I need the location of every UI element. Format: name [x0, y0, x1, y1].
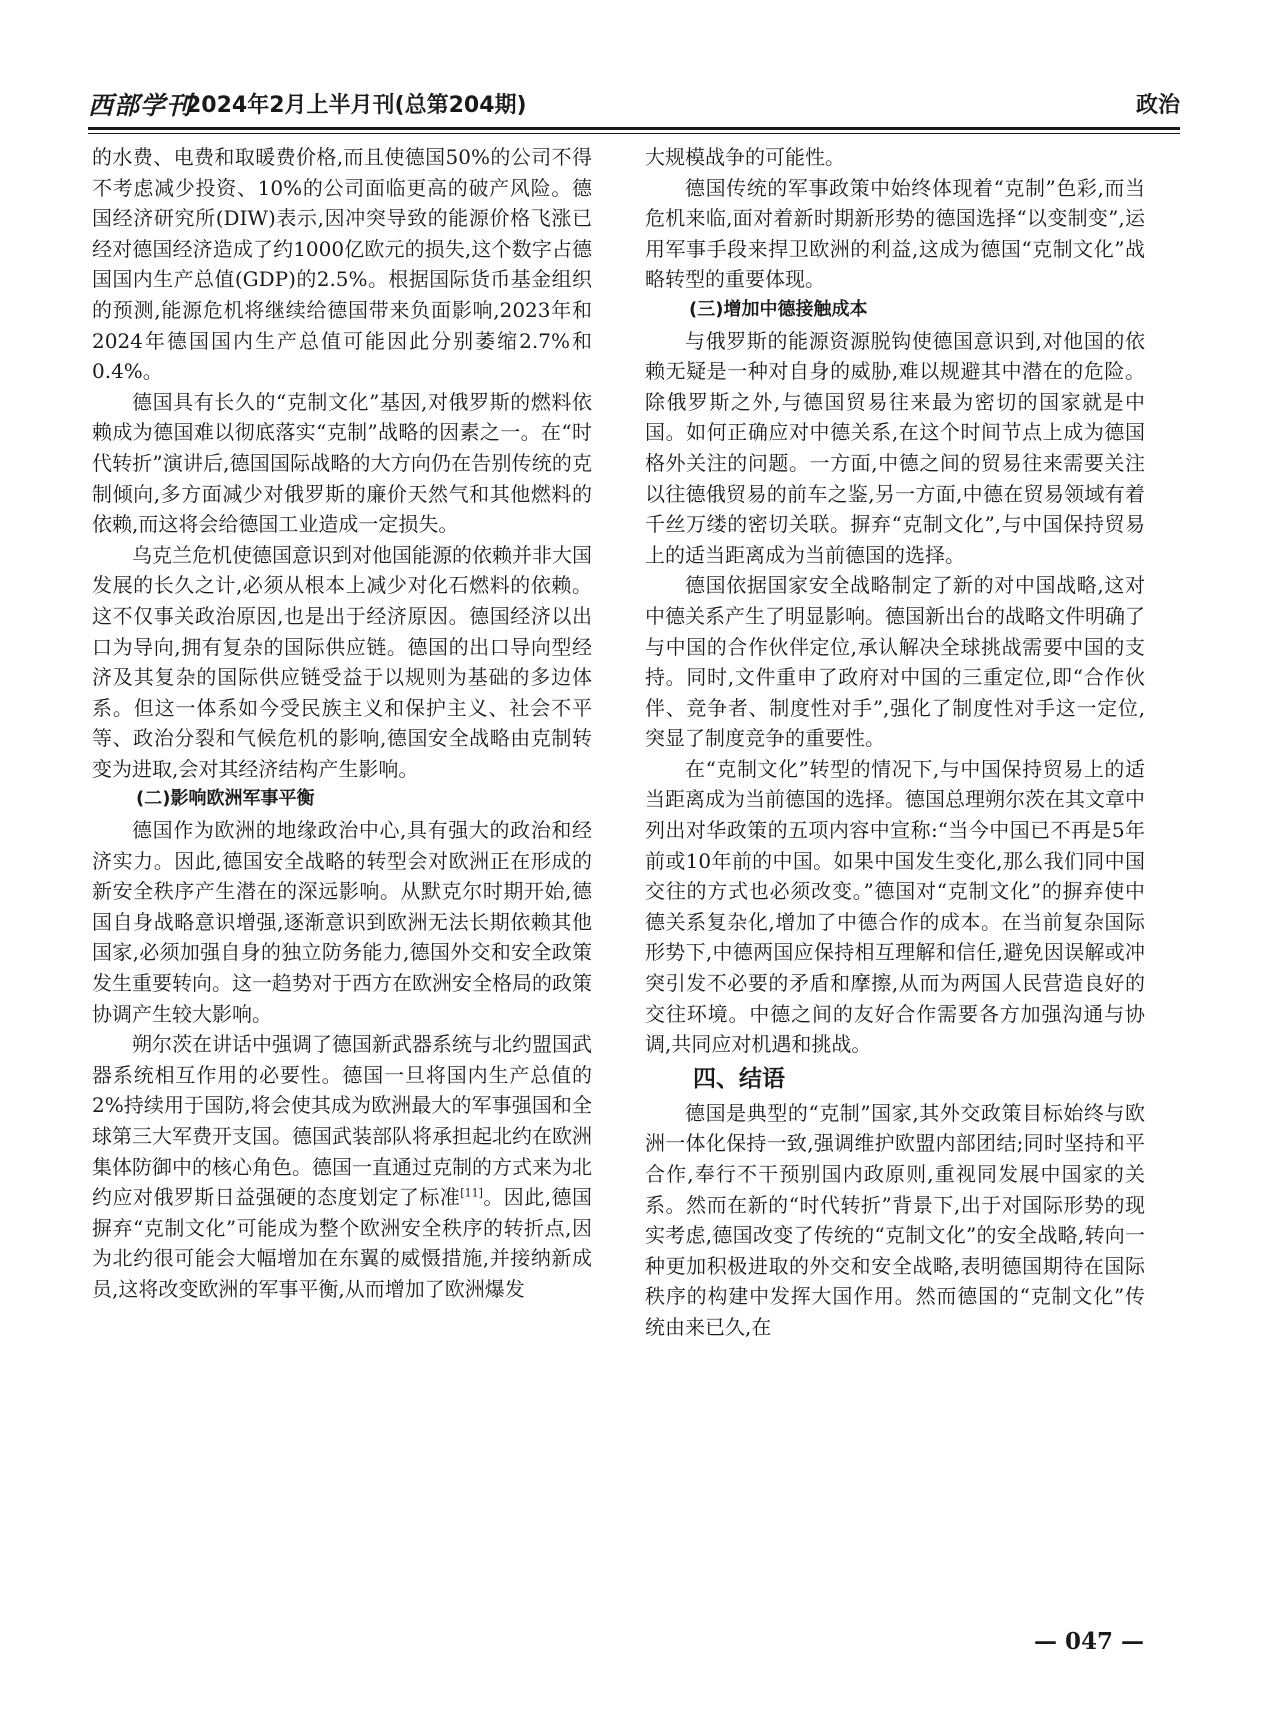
- subsection-heading: (三)增加中德接触成本: [689, 298, 868, 320]
- right-column: [645, 142, 1145, 1343]
- subsection-heading: (二)影响欧洲军事平衡: [136, 788, 315, 810]
- paragraph: 德国具有长久的“克制文化”基因,对俄罗斯的燃料依赖成为德国难以彻底落实“克制”战略的因素之一。在“时代转折”演讲后,德国国际战略的大方向仍在告别传统的克制倾向,多方面减少对俄罗斯的廉价天然气和其他燃料的依赖,而这将会给德国工业造成一定损失。: [92, 389, 592, 537]
- paragraph: 大规模战争的可能性。: [645, 145, 845, 169]
- page-header: [88, 84, 1180, 124]
- left-column: [92, 142, 592, 1305]
- section-label: 政治: [1135, 93, 1180, 118]
- paragraph: 德国是典型的“克制”国家,其外交政策目标始终与欧洲一体化保持一致,强调维护欧盟内部团结;同时坚持和平合作,奉行不干预别国内政原则,重视同发展中国家的关系。然而在新的“时代转折”背景下,出于对国际形势的现实考虑,德国改变了传统的“克制文化”的安全战略,转向一种更加积极进取的外交和安全战略,表明德国期待在国际秩序的构建中发挥大国作用。然而德国的“克制文化”传统由来已久,在: [645, 1100, 1145, 1339]
- journal-logo: 西部学刊: [88, 91, 193, 120]
- paragraph: [92, 1029, 592, 1304]
- paragraph: 乌克兰危机使德国意识到对他国能源的依赖并非大国发展的长久之计,必须从根本上减少对化石燃料的依赖。这不仅事关政治原因,也是出于经济原因。德国经济以出口为导向,拥有复杂的国际供应链。德国的出口导向型经济及其复杂的国际供应链受益于以规则为基础的多边体系。但这一体系如今受民族主义和保护主义、社会不平等、政治分裂和气候危机的影响,德国安全战略由克制转变为进取,会对其经济结构产生影响。: [92, 542, 592, 781]
- paragraph-text: 。因此,德国摒弃“克制文化”可能成为整个欧洲安全秩序的转折点,因为北约很可能会大幅增加在东翼的威慑措施,并接纳新成员,这将改变欧洲的军事平衡,从而增加了欧洲爆发: [92, 1185, 593, 1301]
- section-heading: 四、结语: [693, 1065, 785, 1092]
- header-rule-thick: [88, 127, 1180, 130]
- paragraph-text: 朔尔茨在讲话中强调了德国新武器系统与北约盟国武器系统相互作用的必要性。德国一旦将国内生产总值的2%持续用于国防,将会使其成为欧洲最大的军事强国和全球第三大军费开支国。德国武装部队将承担起北约在欧洲集体防御中的核心角色。德国一直通过克制的方式来为北约应对俄罗斯日益强硬的态度划定了标准: [92, 1032, 592, 1210]
- paragraph: 德国传统的军事政策中始终体现着“克制”色彩,而当危机来临,面对着新时期新形势的德国选择“以变制变”,运用军事手段来捍卫欧洲的利益,这成为德国“克制文化”战略转型的重要体现。: [645, 175, 1145, 292]
- issue-info: 2024年2月上半月刊(总第204期): [186, 93, 527, 118]
- paragraph: 在“克制文化”转型的情况下,与中国保持贸易上的适当距离成为当前德国的选择。德国总理朔尔茨在其文章中列出对华政策的五项内容中宣称:“当今中国已不再是5年前或10年前的中国。如果中国发生变化,那么我们同中国交往的方式也必须改变。”德国对“克制文化”的摒弃使中德关系复杂化,增加了中德合作的成本。在当前复杂国际形势下,中德两国应保持相互理解和信任,避免因误解或冲突引发不必要的矛盾和摩擦,从而为两国人民营造良好的交往环境。中德之间的友好合作需要各方加强沟通与协调,共同应对机遇和挑战。: [645, 756, 1145, 1057]
- paragraph: 德国依据国家安全战略制定了新的对中国战略,这对中德关系产生了明显影响。德国新出台的战略文件明确了与中国的合作伙伴定位,承认解决全球挑战需要中国的支持。同时,文件重申了政府对中国的三重定位,即“合作伙伴、竞争者、制度性对手”,强化了制度性对手这一定位,突显了制度竞争的重要性。: [645, 573, 1145, 751]
- paragraph: 的水费、电费和取暖费价格,而且使德国50%的公司不得不考虑减少投资、10%的公司面临更高的破产风险。德国经济研究所(DIW)表示,因冲突导致的能源价格飞涨已经对德国经济造成了约1000亿欧元的损失,这个数字占德国国内生产总值(GDP)的2.5%。根据国际货币基金组织的预测,能源危机将继续给德国带来负面影响,2023年和2024年德国国内生产总值可能因此分别萎缩2.7%和0.4%。: [92, 145, 592, 384]
- page-number: — 047 —: [1034, 1628, 1145, 1655]
- paragraph: 德国作为欧洲的地缘政治中心,具有强大的政治和经济实力。因此,德国安全战略的转型会对欧洲正在形成的新安全秩序产生潜在的深远影响。从默克尔时期开始,德国自身战略意识增强,逐渐意识到欧洲无法长期依赖其他国家,必须加强自身的独立防务能力,德国外交和安全政策发生重要转向。这一趋势对于西方在欧洲安全格局的政策协调产生较大影响。: [92, 818, 592, 1026]
- citation-reference: [11]: [460, 1186, 483, 1200]
- paragraph: 与俄罗斯的能源资源脱钩使德国意识到,对他国的依赖无疑是一种对自身的威胁,难以规避其中潜在的危险。除俄罗斯之外,与德国贸易往来最为密切的国家就是中国。如何正确应对中德关系,在这个时间节点上成为德国格外关注的问题。一方面,中德之间的贸易往来需要关注以往德俄贸易的前车之鉴,另一方面,中德在贸易领域有着千丝万缕的密切关联。摒弃“克制文化”,与中国保持贸易上的适当距离成为当前德国的选择。: [645, 328, 1145, 567]
- header-rule-thin: [88, 133, 1180, 134]
